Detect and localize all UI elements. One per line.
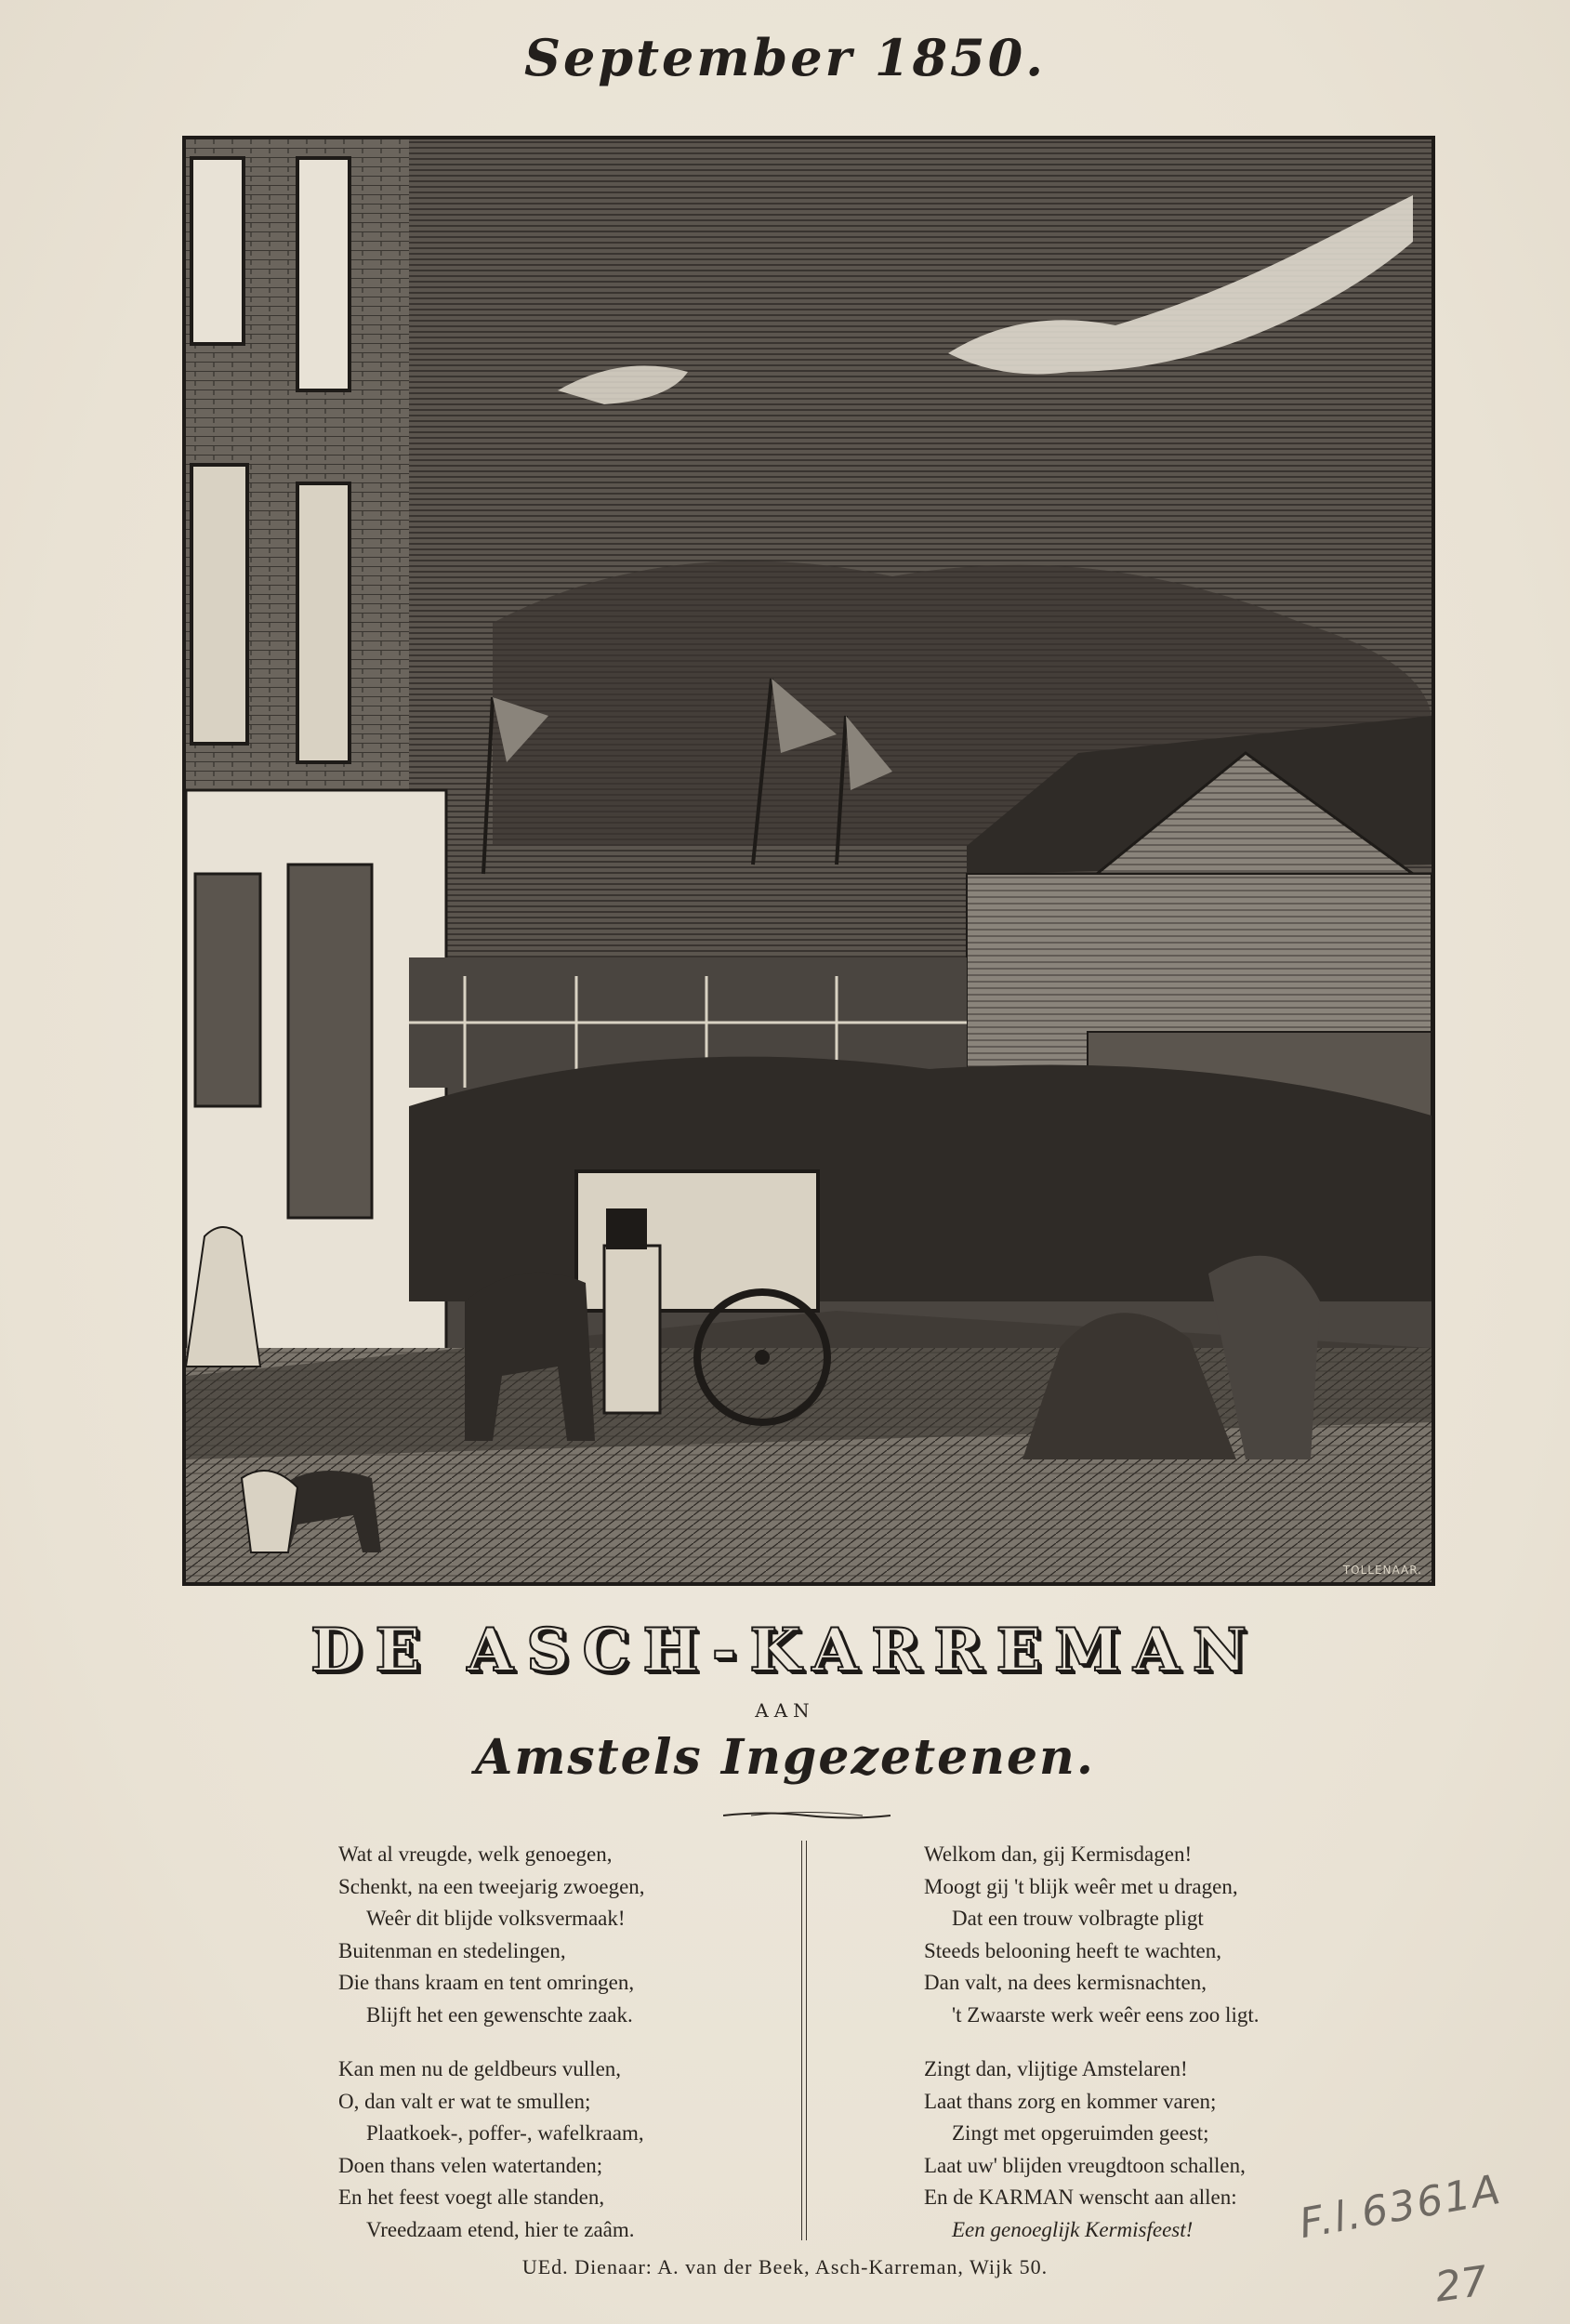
poem-line: En het feest voegt alle standen, (338, 2185, 605, 2209)
stanza (338, 2053, 775, 2246)
title-connector: AAN (755, 1699, 815, 1722)
building-left-window (191, 158, 244, 344)
printer-signature: UEd. Dienaar: A. van der Beek, Asch-Karreman, Wijk 50. (521, 2255, 1049, 2278)
dog (242, 1471, 297, 1552)
poem-line: Schenkt, na een tweejarig zwoegen, (338, 1874, 645, 1898)
poem-line: Laat thans zorg en kommer varen; (924, 2089, 1217, 2113)
poem-line: Steeds belooning heeft te wachten, (924, 1938, 1221, 1962)
poem-line: Blijft het een gewenschte zaak. (366, 2002, 633, 2027)
poem-left-column (338, 1839, 775, 2268)
column-divider (801, 1841, 807, 2240)
archive-mark (1296, 2165, 1537, 2313)
poem-line: Plaatkoek-, poffer-, wafelkraam, (366, 2121, 644, 2145)
engraving-illustration (182, 136, 1435, 1586)
building-left-window (297, 158, 350, 390)
poem-line: Een genoeglijk Kermisfeest! (952, 2217, 1194, 2241)
poem-line: En de KARMAN wenscht aan allen: (924, 2185, 1237, 2209)
poem-line: Vreedzaam etend, hier te zaâm. (366, 2217, 635, 2241)
poem-line: Dan valt, na dees kermisnachten, (924, 1971, 1207, 1994)
poem-line: Welkom dan, gij Kermisdagen! (924, 1842, 1193, 1866)
stanza (338, 1839, 775, 2031)
poem-line: Laat uw' blijden vreugdtoon schallen, (924, 2153, 1246, 2177)
stanza (924, 1839, 1407, 2031)
poem-line: Zingt dan, vlijtige Amstelaren! (924, 2057, 1188, 2080)
poem-line: 't Zwaarste werk weêr eens zoo ligt. (952, 2002, 1260, 2027)
subtitle: Amstels Ingezetenen. (475, 1729, 1095, 1786)
poem-line: Dat een trouw volbragte pligt (952, 1907, 1204, 1930)
poem-line: Moogt gij 't blijk weêr met u dragen, (924, 1874, 1238, 1898)
poem-line: Wat al vreugde, welk genoegen, (338, 1842, 613, 1866)
building-left-window (191, 465, 247, 744)
shop-window (195, 874, 260, 1106)
poem-line: Zingt met opgeruimden geest; (952, 2121, 1209, 2145)
poem-line: Kan men nu de geldbeurs vullen, (338, 2057, 622, 2080)
poem-line: Die thans kraam en tent omringen, (338, 1971, 635, 1994)
poem-line: Weêr dit blijde volksvermaak! (366, 1907, 626, 1930)
poem-line: Buitenman en stedelingen, (338, 1938, 566, 1962)
main-title: DE ASCH-KARREMAN (310, 1616, 1260, 1685)
building-left-window (297, 483, 350, 762)
shop-window (288, 865, 372, 1218)
street-scene-svg (186, 139, 1431, 1582)
poem-line: Doen thans velen watertanden; (338, 2153, 603, 2177)
cart-man (604, 1246, 660, 1413)
engraver-signature: TOLLENAAR. (1342, 1564, 1422, 1577)
archive-mark-line: 27 (1431, 2257, 1491, 2312)
poem-line: O, dan valt er wat te smullen; (338, 2089, 591, 2113)
ornament-rule-icon (723, 1809, 891, 1822)
date-heading: September 1850. (523, 28, 1046, 87)
archive-mark-line: F.l.6361A (1296, 2165, 1506, 2249)
